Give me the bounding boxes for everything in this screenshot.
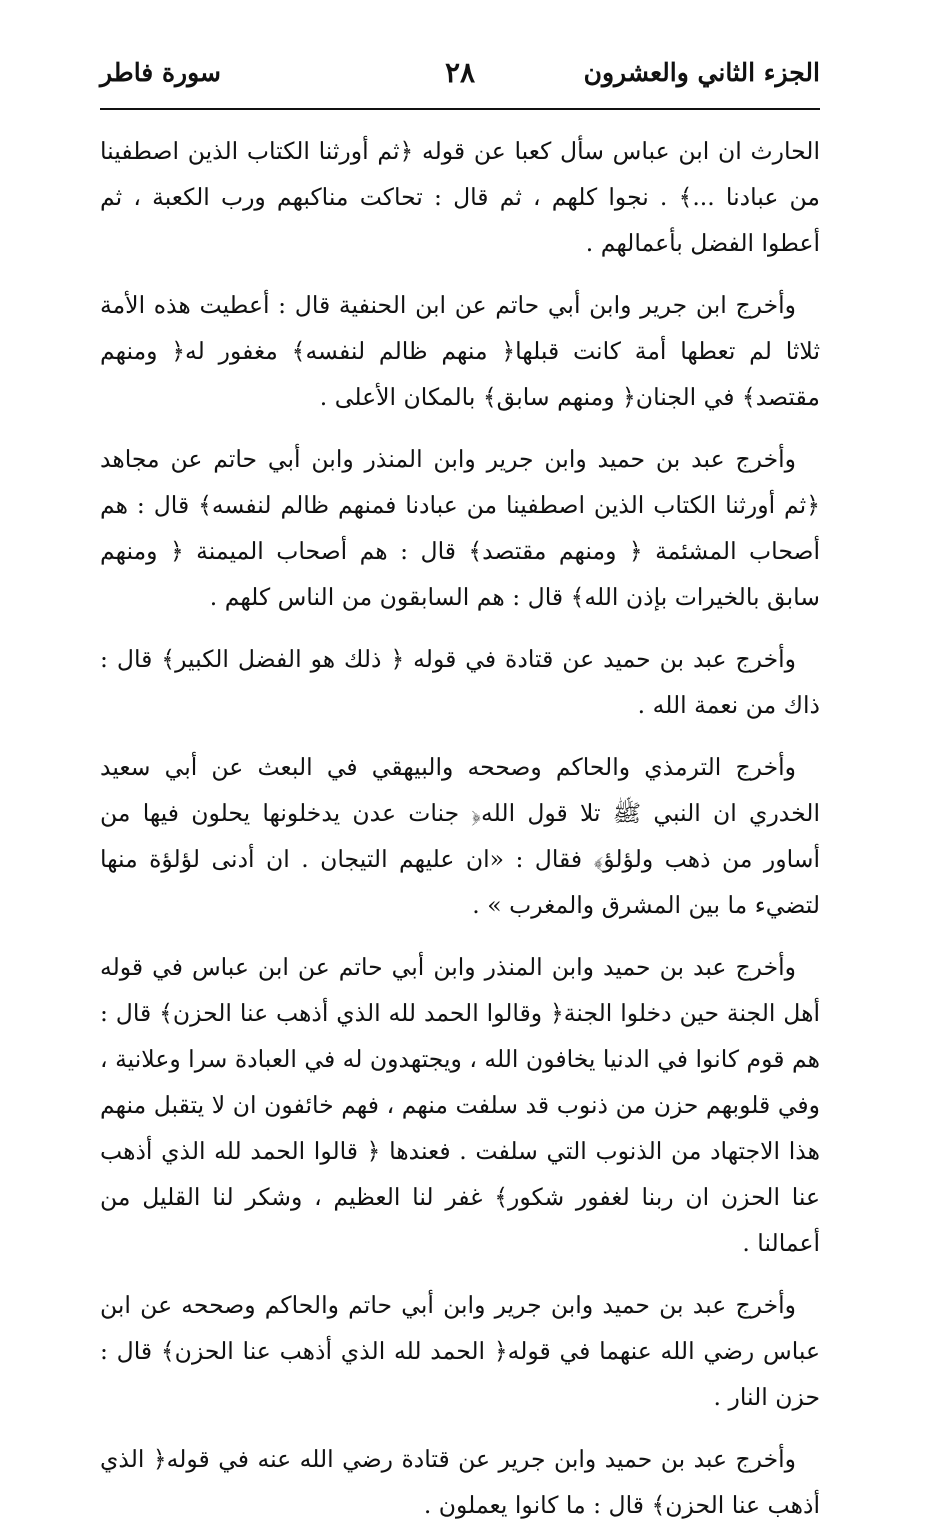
paragraph: وأخرج عبد بن حميد وابن المنذر وابن أبي حاتم عن ابن عباس في قوله أهل الجنة حين دخلوا الجنة﴿ وقالوا الحمد لله الذي أذهب عنا الحزن﴾ قال : هم قوم كانوا في الدنيا يخافون الله ، ويجتهدون له في العبادة سرا وعلانية ، وفي قلوبهم حزن من ذنوب قد سلفت منهم ، فهم خائفون ان لا يتقبل منهم هذا الاجتهاد من الذنوب التي سلفت . فعندها ﴿ قالوا الحمد لله الذي أذهب عنا الحزن ان ربنا لغفور شكور﴾ غفر لنا العظيم ، وشكر لنا القليل من أعمالنا . (100, 953, 820, 1257)
juz-title: الجزء الثاني والعشرون (583, 58, 820, 87)
paragraph: وأخرج عبد بن حميد عن قتادة في قوله ﴿ ذلك هو الفضل الكبير﴾ قال : ذاك من نعمة الله . (100, 645, 820, 719)
page-header (100, 52, 820, 100)
paragraph: وأخرج عبد بن حميد وابن جرير عن قتادة رضي الله عنه في قوله﴿ الذي أذهب عنا الحزن﴾ قال : ما كانوا يعملون . (100, 1445, 820, 1519)
paragraph: وأخرج عبد بن حميد وابن جرير وابن المنذر وابن أبي حاتم عن مجاهد ﴿ثم أورثنا الكتاب الذين اصطفينا من عبادنا فمنهم ظالم لنفسه﴾ قال : هم أصحاب المشئمة ﴿ ومنهم مقتصد﴾ قال : هم أصحاب الميمنة ﴿ ومنهم سابق بالخيرات بإذن الله﴾ قال : هم السابقون من الناس كلهم . (100, 445, 820, 611)
page-number: ٢٨ (444, 56, 476, 89)
paragraph: وأخرج ابن جرير وابن أبي حاتم عن ابن الحنفية قال : أعطيت هذه الأمة ثلاثا لم تعطها أمة كانت قبلها﴿ منهم ظالم لنفسه﴾ مغفور له﴿ ومنهم مقتصد﴾ في الجنان﴿ ومنهم سابق﴾ بالمكان الأعلى . (100, 291, 820, 411)
book-page (100, 52, 820, 1519)
page-body (100, 128, 820, 1528)
paragraph: وأخرج عبد بن حميد وابن جرير وابن أبي حاتم والحاكم وصححه عن ابن عباس رضي الله عنهما في قوله﴿ الحمد لله الذي أذهب عنا الحزن﴾ قال : حزن النار . (100, 1291, 820, 1411)
header-rule (100, 108, 820, 110)
paragraph: وأخرج الترمذي والحاكم وصححه والبيهقي في البعث عن أبي سعيد الخدري ان النبي ﷺ تلا قول الله﴿ جنات عدن يدخلونها يحلون فيها من أساور من ذهب ولؤلؤ﴾ فقال : «ان عليهم التيجان . ان أدنى لؤلؤة منها لتضيء ما بين المشرق والمغرب » . (100, 753, 820, 919)
paragraph: الحارث ان ابن عباس سأل كعبا عن قوله ﴿ثم أورثنا الكتاب الذين اصطفينا من عبادنا ...﴾ . نجوا كلهم ، ثم قال : تحاكت مناكبهم ورب الكعبة ، ثم أعطوا الفضل بأعمالهم . (100, 137, 820, 257)
surah-title: سورة فاطر (100, 58, 221, 87)
